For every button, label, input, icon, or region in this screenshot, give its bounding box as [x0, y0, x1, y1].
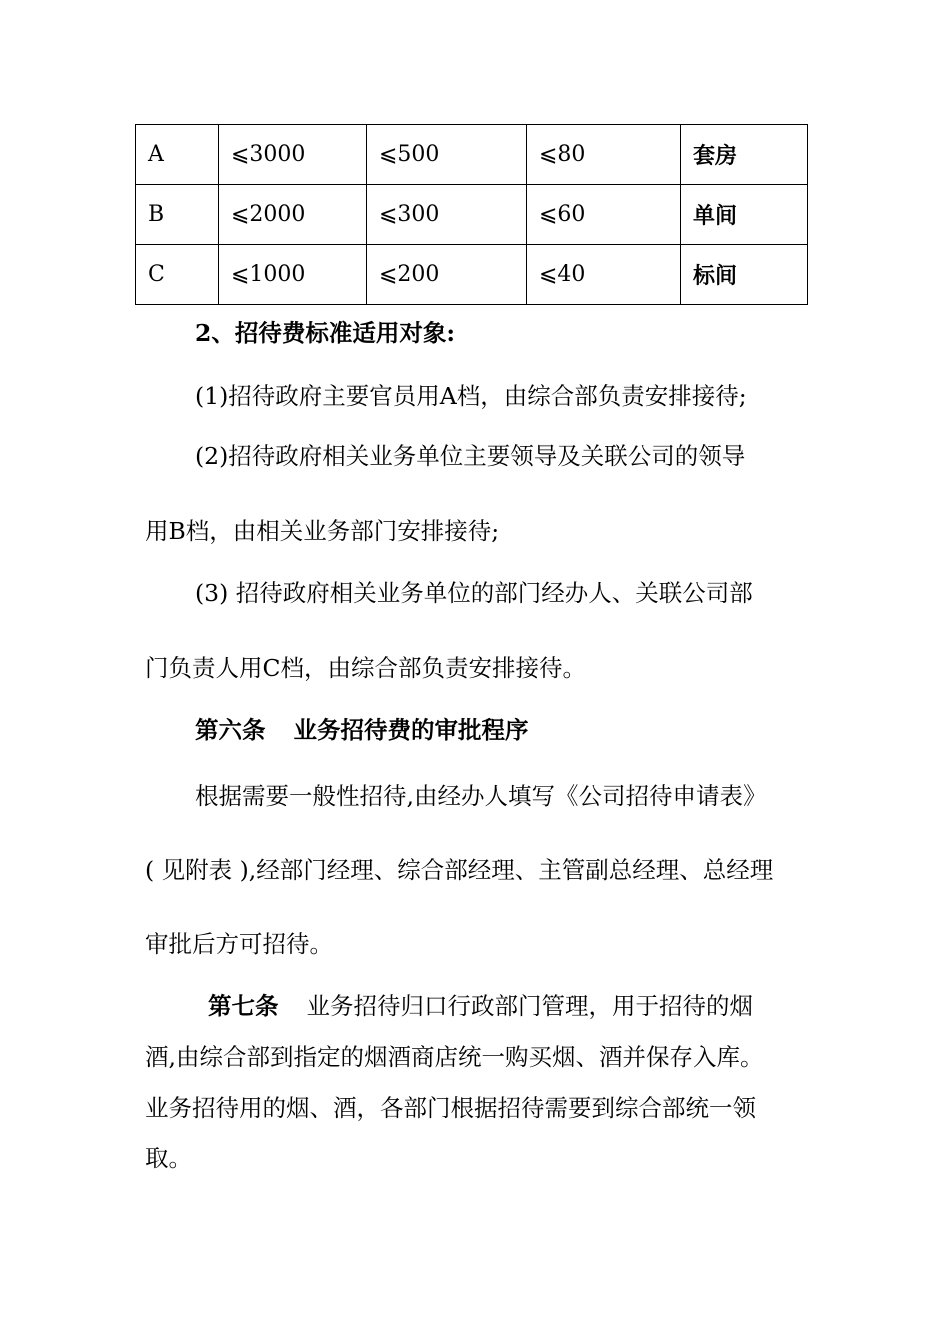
- table-cell: ⩽3000: [219, 125, 367, 185]
- article-6-label: 第六条: [195, 716, 266, 744]
- section-2-item-3-line-2: 门负责人用C档，由综合部负责安排接待。: [145, 654, 586, 682]
- article-7-line-3: 业务招待用的烟、酒，各部门根据招待需要到综合部统一领: [145, 1094, 756, 1122]
- article-6-line-3: 审批后方可招待。: [145, 930, 333, 958]
- table-cell: ⩽60: [527, 185, 681, 245]
- article-6-heading: [195, 715, 529, 745]
- reception-standard-table: [135, 124, 808, 305]
- table-cell: ⩽500: [367, 125, 527, 185]
- table-cell: ⩽1000: [219, 245, 367, 305]
- table-cell: 单间: [681, 185, 808, 245]
- table-row: [136, 185, 808, 245]
- table-cell: A: [136, 125, 219, 185]
- table-cell: 套房: [681, 125, 808, 185]
- table-row: [136, 125, 808, 185]
- table-cell: ⩽2000: [219, 185, 367, 245]
- section-2-item-2-line-2: 用B档，由相关业务部门安排接待;: [145, 517, 500, 545]
- article-7-line-4: 取。: [145, 1144, 192, 1172]
- article-6-line-2: ( 见附表 ),经部门经理、综合部经理、主管副总经理、总经理: [145, 856, 774, 884]
- table-cell: ⩽80: [527, 125, 681, 185]
- table-row: [136, 245, 808, 305]
- article-7-line-1: 业务招待归口行政部门管理，用于招待的烟: [306, 992, 753, 1020]
- article-7-line-1-wrap: [208, 991, 753, 1021]
- article-7-label: 第七条: [208, 992, 279, 1020]
- table-cell: ⩽40: [527, 245, 681, 305]
- table-cell: ⩽200: [367, 245, 527, 305]
- table-cell: 标间: [681, 245, 808, 305]
- section-2-heading: 2、招待费标准适用对象:: [195, 319, 456, 347]
- article-7-line-2: 酒,由综合部到指定的烟酒商店统一购买烟、酒并保存入库。: [145, 1043, 764, 1071]
- table-cell: ⩽300: [367, 185, 527, 245]
- section-2-item-3-line-1: (3) 招待政府相关业务单位的部门经办人、关联公司部: [195, 579, 753, 607]
- table-cell: C: [136, 245, 219, 305]
- article-6-title: 业务招待费的审批程序: [293, 716, 529, 744]
- article-6-line-1: 根据需要一般性招待,由经办人填写《公司招待申请表》: [195, 782, 767, 810]
- section-2-item-1: (1)招待政府主要官员用A档，由综合部负责安排接待;: [195, 382, 747, 410]
- table-cell: B: [136, 185, 219, 245]
- section-2-item-2-line-1: (2)招待政府相关业务单位主要领导及关联公司的领导: [195, 442, 746, 470]
